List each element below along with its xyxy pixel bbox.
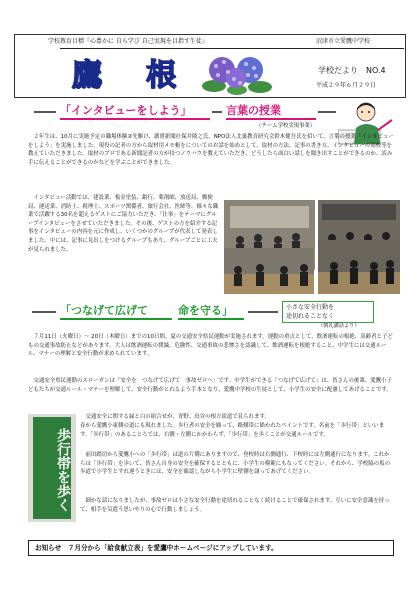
article1-paragraph-1: ２年生は、10月に実施予定の職場体験②先駆け、讀賣新聞社保井隆之氏、NPO法人北巣教育研究会鈴木健吾氏を招いて、言葉の授業「インタビューをしよう」を実施しました。現役の記者の方から取材用メモ帳をについてのお話を始めとして、取材の方法、記事の書き方、インタビューの高校等を教えていただきました。取材のプロである新聞記者の方が持つノウハウを教えていただき、どうしたら面白い話しを聞き出すことができるのか、読み手に伝えることができるのかなどを学ぶことができました。 [28,134,394,166]
article2-banner-title: 「つなげて広げて [60,304,172,320]
safety-callout-source: （朝礼講話より） [318,323,360,329]
article2-banner-right-rule [248,311,278,313]
article1-banner-dash [212,111,222,113]
safety-callout [282,301,374,323]
safety-callout-line-1: 小さな安全行動を [286,304,335,311]
article2-paragraph-5: 前田踏切から愛鷹小への「歩行帯」は道の片側にありますので、登校時は右側通行、下校時には左側通行になります。これからは「歩行帯」を歩いて、皆さん自身の安全を確保するとともに、小学生の模範にもなってください。それから、学校脇の坂の歩道で小学生とすれ違うときには、安全を確認しながら小学生に壁側を譲ってあげてください。 [80,452,391,476]
article1-banner-subtitle: 言葉の授業 [226,104,316,120]
newsletter-title: 鷹 根 [72,58,183,93]
article2-paragraph-2: 交通安全県民運動のスローガンは「安全を つなげて広げて 事故ゼロへ」です。中学生ができる「つなげて広げて」は、皆さんの後輩、愛鷹小子どもたちが交通ルール・マナーを理解して、安全行動がとれるよう手本となり、愛鷹中学校の生徒として、小学生の安全に配慮してあげることです。 [28,378,392,393]
walking-lane-photo [28,414,76,522]
article1-subtag: （チーム学校実現事業） [256,123,316,129]
article2-paragraph-1: ７月11日（火曜日）～ 20日（木曜日）までの10日間、夏の交通安全県民運動が実施されます。運動の重点として、飲酒運転の根絶、高齢者と子どもの交通事故防止などがあります。大人は飲酒運転の撲滅、危険性、交通事故の悲惨さを認識して、飲酒運転を根絶すること、中学生には交通ルール、マナーの理解と安全行動が求められています。 [28,334,393,358]
issue-date: 平成２９年６月２９日 [316,82,377,89]
article1-banner-left-rule [34,111,56,113]
article2-banner-left-rule [32,311,56,313]
article1-banner-title: 「インタビューをしよう」 [60,104,210,120]
hydrangea-illustration [200,50,274,96]
article1-paragraph-2: インタビュー活動では、建設業、板金塗装、銀行、薬剤師、放送局、郵便局、運送業、消防士、税理士、スポーツ関係者、旅行会社、医師等、様々な職業で活躍する30名を超えるゲストにご協力いただき、「仕事」をテーマにグループインタビューをさせていただきました。その後、ゲストの方を紹介する記事をインタビューの内容を元に作成し、いくつかのグループが代表して発表しました。中には、記事に見出しをつけるグループもあり、グループごとに工夫が見られました。 [28,195,219,253]
walking-lane-sign: 歩行帯を歩く [33,417,71,519]
article2-paragraph-4: 春から愛鷹小東側の道にも現れました。歩行者の安全を願って、路側帯に描かれたペイントです。名前を「歩行帯」といいます。「歩行帯」のあることろでは、右側・左側にかかわらず、「歩行帯」を歩くことが交通ルールです。 [80,423,385,438]
article1-banner-right-rule [318,111,336,113]
article2-paragraph-3: 交通安全に関する緑と白の組合せが、青野、鳥谷の根方街道で見られます。 [80,414,270,420]
interview-photo-3 [224,240,400,294]
school-name: 沼津市立愛鷹中学校 [316,38,371,45]
issue-number: NO.4 [366,66,386,75]
footer-notice-box [28,540,394,556]
header-rule [60,48,404,49]
newsletter-kind: 学校だより [318,66,358,75]
safety-callout-line-2: 途切れることなく [286,313,335,320]
article2-banner-subtitle: 命を守る」 [178,304,244,320]
footer-notice: お知らせ ７月分から「給食献立表」を愛鷹中ホームページにアップしています。 [35,544,278,552]
article2-paragraph-6: 細かな話になりましたが、事故ゼロは小さな安全行動を途切れることなく続けることで確保されます。互いに安全意識を持って、相手を気遣う思いやりの心で行動しましょう。 [80,498,390,513]
school-motto: 学校教育目標『心豊かに 自ら学び 自己実現を目指す生徒』 [48,38,208,45]
